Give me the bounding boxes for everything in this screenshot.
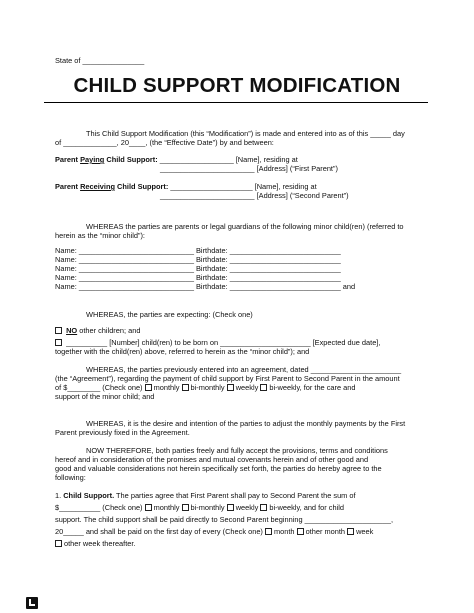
whereas-3-line-3-post: , for the care and bbox=[299, 383, 356, 392]
checkbox[interactable] bbox=[227, 384, 234, 391]
paying-word: Paying bbox=[80, 155, 105, 164]
child-row bbox=[55, 282, 355, 291]
child-name-field[interactable]: ____________________________ bbox=[78, 282, 194, 291]
paying-name-field[interactable]: __________________ [Name], residing at bbox=[159, 155, 298, 164]
child-name-field[interactable]: ____________________________ bbox=[78, 255, 194, 264]
receiving-label-pre: Parent bbox=[55, 182, 81, 191]
frequency-option: bi-monthly bbox=[190, 383, 225, 392]
child-birthdate-field[interactable]: ___________________________ bbox=[229, 273, 341, 282]
checkbox[interactable] bbox=[55, 327, 62, 334]
child-name-field[interactable]: ____________________________ bbox=[78, 246, 194, 255]
checkbox[interactable] bbox=[227, 504, 234, 511]
child-row-suffix: and bbox=[340, 282, 356, 291]
section-1-line-3: support. The child support shall be paid directly to Second Parent beginning _____________________, bbox=[55, 515, 394, 524]
section-1-heading bbox=[55, 491, 356, 500]
option-none-bold: NO bbox=[66, 326, 78, 335]
payment-day-option: month bbox=[273, 527, 295, 536]
child-name-label: Name: bbox=[55, 255, 77, 264]
paying-parent-line bbox=[55, 155, 298, 164]
checkbox[interactable] bbox=[55, 339, 62, 346]
intro-line-1: This Child Support Modification (this “Modification”) is made and entered into as of this _____ day bbox=[86, 129, 405, 138]
whereas-1-line-2: herein as the “minor child”): bbox=[55, 231, 145, 240]
paying-label-post: Child Support: bbox=[104, 155, 160, 164]
now-therefore-line-4: following: bbox=[55, 473, 86, 482]
child-birthdate-label: Birthdate: bbox=[196, 282, 228, 291]
amount-field[interactable]: of $________ (Check one) bbox=[55, 383, 145, 392]
child-birthdate-label: Birthdate: bbox=[196, 255, 228, 264]
frequency-option: weekly bbox=[235, 383, 259, 392]
child-name-label: Name: bbox=[55, 273, 77, 282]
section-title: Child Support. bbox=[63, 491, 115, 500]
child-birthdate-label: Birthdate: bbox=[196, 264, 228, 273]
checkbox[interactable] bbox=[347, 528, 354, 535]
whereas-3-line-4: support of the minor child; and bbox=[55, 392, 155, 401]
child-birthdate-field[interactable]: ___________________________ bbox=[229, 264, 341, 273]
payment-day-option: week bbox=[356, 527, 374, 536]
expecting-option-number bbox=[55, 338, 380, 347]
child-birthdate-label: Birthdate: bbox=[196, 246, 228, 255]
now-therefore-line-3: good and valuable considerations not herein specifically set forth, the parties do hereby agree to the bbox=[55, 464, 382, 473]
support-amount-field[interactable]: $__________ (Check one) bbox=[55, 503, 145, 512]
receiving-address-field[interactable]: _______________________ [Address] (“Second Parent”) bbox=[160, 191, 349, 200]
child-name-field[interactable]: ____________________________ bbox=[78, 273, 194, 282]
whereas-4-line-1: WHEREAS, it is the desire and intention of the parties to adjust the monthly payments by the First bbox=[86, 419, 406, 428]
checkbox[interactable] bbox=[55, 540, 62, 547]
checkbox[interactable] bbox=[265, 528, 272, 535]
receiving-label-post: Child Support: bbox=[114, 182, 171, 191]
frequency-option: bi-monthly bbox=[190, 503, 225, 512]
checkbox[interactable] bbox=[260, 504, 267, 511]
receiving-word: Receiving bbox=[80, 182, 115, 191]
whereas-2-text: WHEREAS, the parties are expecting: (Check one) bbox=[86, 310, 253, 319]
section-number: 1. bbox=[55, 491, 64, 500]
frequency-option: bi-weekly, and for child bbox=[269, 503, 344, 512]
section-1-line-4 bbox=[55, 527, 373, 536]
child-name-label: Name: bbox=[55, 282, 77, 291]
whereas-3-line-1: WHEREAS, the parties previously entered into an agreement, dated ______________________ bbox=[86, 365, 402, 374]
document-title: CHILD SUPPORT MODIFICATION bbox=[73, 74, 401, 97]
brand-logo-icon bbox=[26, 597, 38, 609]
section-1-line-1-rest: The parties agree that First Parent shall pay to Second Parent the sum of bbox=[114, 491, 356, 500]
child-row bbox=[55, 255, 341, 264]
frequency-option: bi-weekly bbox=[269, 383, 300, 392]
now-therefore-line-2: hereof and in consideration of the promises and mutual covenants herein and of other good and bbox=[55, 455, 369, 464]
paying-address-field[interactable]: _______________________ [Address] (“First Parent”) bbox=[160, 164, 338, 173]
child-name-field[interactable]: ____________________________ bbox=[78, 264, 194, 273]
paying-label-pre: Parent bbox=[55, 155, 81, 164]
intro-line-2: of _____________, 20____, (the “Effective Date”) by and between: bbox=[55, 138, 274, 147]
option-none-rest: other children; and bbox=[77, 326, 141, 335]
state-line: State of _______________ bbox=[55, 56, 145, 65]
title-underline bbox=[44, 102, 428, 103]
child-birthdate-field[interactable]: ___________________________ bbox=[229, 282, 341, 291]
child-row bbox=[55, 246, 341, 255]
checkbox[interactable] bbox=[297, 528, 304, 535]
receiving-parent-line bbox=[55, 182, 317, 191]
whereas-4-line-2: Parent previously fixed in the Agreement. bbox=[55, 428, 190, 437]
checkbox[interactable] bbox=[182, 504, 189, 511]
child-name-label: Name: bbox=[55, 246, 77, 255]
checkbox[interactable] bbox=[145, 384, 152, 391]
frequency-option: monthly bbox=[153, 383, 180, 392]
expecting-option-none bbox=[55, 326, 140, 335]
whereas-3-line-2: (the “Agreement”), regarding the payment of child support by First Parent to Second Parent in the amount bbox=[55, 374, 400, 383]
section-1-line-2 bbox=[55, 503, 344, 512]
child-row bbox=[55, 273, 341, 282]
child-birthdate-label: Birthdate: bbox=[196, 273, 228, 282]
checkbox[interactable] bbox=[145, 504, 152, 511]
payment-day-option: other month bbox=[305, 527, 346, 536]
section-1-line-5 bbox=[55, 539, 136, 548]
receiving-name-field[interactable]: ____________________ [Name], residing at bbox=[170, 182, 317, 191]
whereas-3-line-3 bbox=[55, 383, 355, 392]
option-number-line-2: together with the child(ren) above, referred to herein as the “minor child”); and bbox=[55, 347, 310, 356]
payment-day-option: other week thereafter. bbox=[64, 539, 136, 548]
frequency-option: monthly bbox=[153, 503, 180, 512]
checkbox[interactable] bbox=[182, 384, 189, 391]
start-year-field[interactable]: 20_____ and shall be paid on the first day of every (Check one) bbox=[55, 527, 265, 536]
child-birthdate-field[interactable]: ___________________________ bbox=[229, 255, 341, 264]
checkbox[interactable] bbox=[260, 384, 267, 391]
now-therefore-line-1: NOW THEREFORE, both parties freely and fully accept the provisions, terms and conditions bbox=[86, 446, 388, 455]
child-name-label: Name: bbox=[55, 264, 77, 273]
option-number-line-1[interactable]: __________ [Number] child(ren) to be born on ______________________ [Expected due date], bbox=[66, 338, 381, 347]
frequency-option: weekly bbox=[235, 503, 259, 512]
child-row bbox=[55, 264, 341, 273]
child-birthdate-field[interactable]: ___________________________ bbox=[229, 246, 341, 255]
whereas-1-line-1: WHEREAS the parties are parents or legal guardians of the following minor child(ren) (referred to bbox=[86, 222, 404, 231]
